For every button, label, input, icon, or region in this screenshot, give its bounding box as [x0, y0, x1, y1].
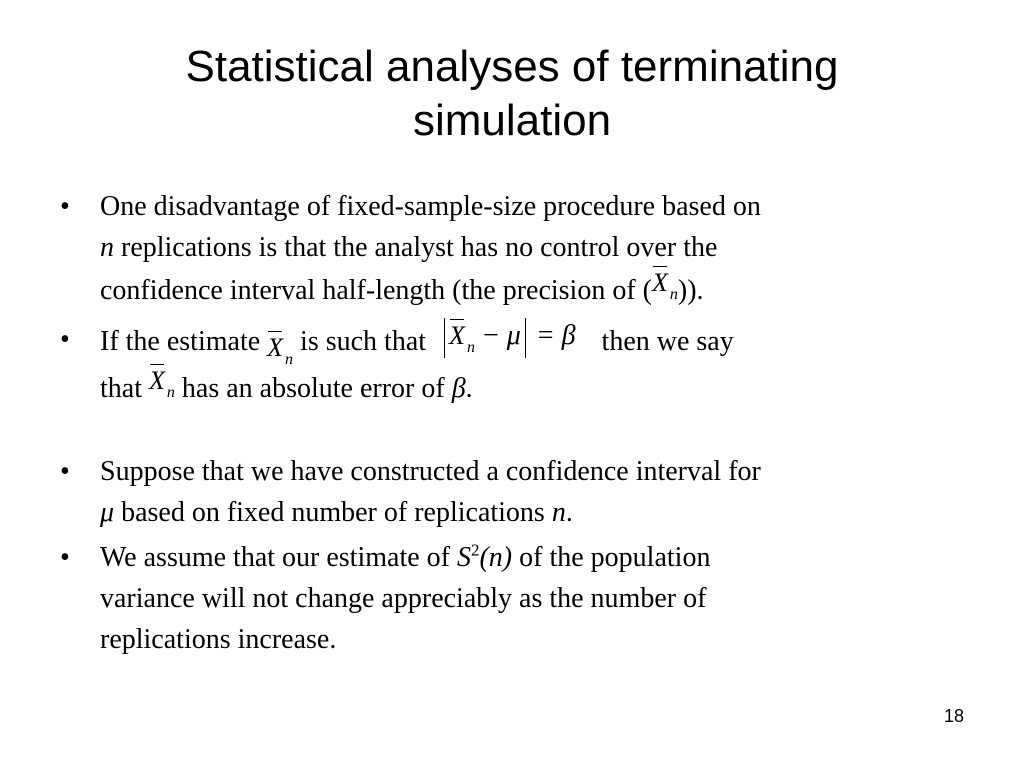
xbar-subscript: n — [466, 339, 475, 356]
bullet-3-line-1: Suppose that we have constructed a confidence interval for — [100, 456, 761, 487]
xbar-subscript: n — [285, 351, 294, 368]
bullet-4-line-1 — [100, 537, 940, 578]
mu-symbol: μ — [100, 497, 115, 528]
xbar-subscript: n — [669, 286, 678, 303]
bullet-2-line-2-end: . — [465, 373, 473, 404]
xbar-x: X — [652, 262, 668, 303]
bullet-3-line-2-end: . — [565, 497, 573, 528]
bullet-2-line-1-start: If the estimate — [100, 326, 268, 357]
beta-symbol: β — [561, 320, 576, 351]
bullet-item-3 — [60, 451, 940, 533]
abs-bar-right — [525, 318, 526, 358]
bullet-2-line-2 — [100, 366, 940, 413]
bullet-2-line-2-start: that — [100, 373, 149, 404]
bullet-item-4 — [60, 537, 940, 660]
slide-title — [60, 40, 964, 148]
xbar-n-symbol — [449, 313, 475, 360]
bullet-1-line-3-start: confidence interval half-length (the precision of ( — [100, 275, 652, 306]
bullet-1-line-3 — [100, 268, 940, 315]
bullet-1-line-2-text: replications is that the analyst has no control over the — [114, 232, 718, 263]
xbar-x: X — [267, 327, 283, 368]
bullet-4-line-3: replications increase. — [100, 624, 337, 655]
bullet-icon: • — [60, 324, 70, 355]
bullet-2-line-1-mid: is such that — [293, 326, 427, 357]
beta-symbol: β — [451, 373, 466, 404]
xbar-x: X — [149, 360, 165, 401]
xbar-n-symbol — [149, 358, 175, 405]
variable-n-arg: (n) — [479, 542, 513, 573]
mu-symbol: μ — [506, 320, 521, 351]
minus-sign: − — [482, 320, 499, 351]
bullet-2-line-2-mid: has an absolute error of — [174, 373, 452, 404]
bullet-icon: • — [60, 191, 70, 222]
bullet-icon: • — [60, 456, 70, 487]
bullet-2-line-1-end: then we say — [601, 326, 734, 357]
bullet-4-line-1-end: of the population — [512, 542, 711, 573]
slide-title-line-2: simulation — [412, 96, 612, 145]
abs-bar-left — [444, 318, 445, 358]
bullet-icon: • — [60, 542, 70, 573]
slide-title-line-1: Statistical analyses of terminating — [185, 42, 839, 91]
bullet-3-line-2-mid: based on fixed number of replications — [114, 497, 552, 528]
bullet-1-line-3-end: )). — [677, 275, 704, 306]
variable-s: S — [456, 542, 471, 573]
bullet-3-line-2 — [100, 492, 940, 533]
variable-n: n — [551, 497, 566, 528]
bullet-item-1 — [60, 186, 940, 315]
bullet-1-line-1: One disadvantage of fixed-sample-size procedure based on — [100, 191, 761, 222]
xbar-n-symbol — [652, 260, 678, 307]
xbar-x: X — [449, 315, 465, 356]
equals-sign: = — [537, 320, 554, 351]
bullet-4-line-1-start: We assume that our estimate of — [100, 542, 457, 573]
bullet-2-line-1 — [100, 319, 940, 366]
variable-n: n — [100, 232, 114, 263]
bullet-1-line-2 — [100, 227, 940, 268]
superscript-2: 2 — [470, 540, 480, 560]
bullet-item-2 — [60, 319, 940, 413]
page-number: 18 — [943, 706, 964, 726]
xbar-subscript: n — [166, 384, 175, 401]
bullet-list — [60, 186, 940, 664]
bullet-4-line-2: variance will not change appreciably as the number of — [100, 583, 707, 614]
absolute-error-equation — [440, 313, 576, 360]
xbar-n-symbol — [267, 325, 293, 372]
